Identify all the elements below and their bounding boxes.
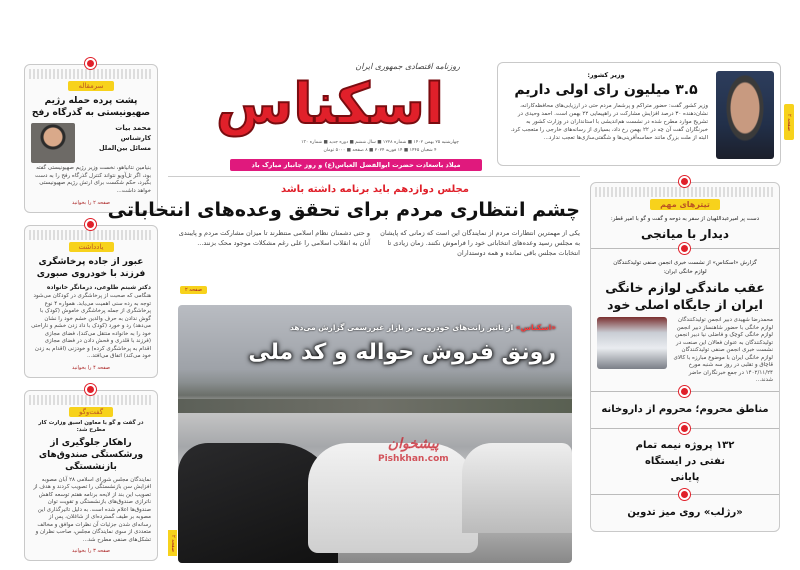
lead-kicker: مجلس دوازدهم باید برنامه داشته باشد [281, 184, 469, 195]
pin-icon [85, 219, 96, 230]
car-lot-photo [178, 305, 572, 563]
pin-icon [679, 176, 690, 187]
logo-text: اسکناس [216, 72, 444, 137]
item-body: محمدرضا شهیدی دبیر انجمن تولیدکنندگان لوازم خانگی با حضور شاهنساز دبیر انجمن لوازم خانگی کوچک و فاضلی نیا دبیر انجمن تولیدکنندگان به عنوان فعالان این صنعت در نشست خبری انجمن صنفی تولیدکنندگان لوازم خانگی ایران با موضوع مبارزه با کالای قاچاق و تقلبی در روز سه شنبه مورخ ۱۴۰۲/۱۱/۲۴ در جمع خبرنگاران حاضر شدند... [673, 317, 773, 383]
pin-icon [679, 243, 690, 254]
author-name: محمد بیات [115, 124, 151, 132]
left-column [24, 64, 158, 561]
article-body: هنگامی که صحبت از پرخاشگری در کودکان می‌شود توجه به رده سنی اهمیت می‌یابد. همواره ۴ نوع پرخاشگری از جمله پرخاشگری خاموش (کودک با گوش ندادن به حرف والدین خشم خود را نشان می‌دهد) رد و خورد (کودک با داد زدن خشم و ناراحتی خود را به خانواده منتقل می‌کند)، فضای مجازی (فرزند با قلدری و فحش دادن در فضای مجازی اقدام به پرخاشگری کرده) و خودزنی (اقدام به زدن خود می‌کند) اتفاق می‌افتد... [31, 293, 151, 359]
author-role-2: مسائل بین‌الملل [98, 144, 151, 152]
section-tag: یادداشت [69, 242, 114, 252]
tagline: روزنامه اقتصادی جمهوری ایران [355, 62, 460, 71]
pin-icon [85, 384, 96, 395]
section-tag: گفت‌وگو [69, 407, 113, 417]
story-body: وزیر کشور گفت: حضور متراکم و پرشمار مردم حتی در ارزیابی‌های محافظه‌کارانه، نشان‌دهنده ۳۰ درصد افزایش مشارکت در راهپیمایی ۲۲ بهمن است. احمد وحیدی در تشریح موارد مطرح شده در نشست هم‌اندیشی با استانداران در وزارت کشور به خبرنگاران گفت آن چه در ۲۲ بهمن رخ داد، بسیاری از رسانه‌های خارجی را متعجب کرد. البته از ملت بزرگ مانند حماسه‌آفرینی‌ها و شگفتی‌سازی‌ها تعجب ندارد... [510, 103, 708, 141]
headline-item[interactable]: ۱۳۲ پروژه نیمه تمام نفتی در ایستگاه پایانی [635, 439, 735, 483]
article-title[interactable]: پشت پرده حمله رژیم صهیونیستی به گذرگاه رفح [31, 96, 151, 118]
editorial-box [24, 64, 158, 213]
article-body: بنیامین نتانیاهو، نخست وزیر رژیم صهیونیستی گفته بود، اگر تل‌آویو نتواند کنترل گذرگاه رفح را به دست بگیرد، حکم شکست برای ارتش رژیم صهیونیستی خواهد داشت... [34, 165, 151, 194]
photo-story-headline[interactable]: رونق فروش حواله و کد ملی [248, 340, 556, 365]
page-tag: صفحه ۲ [784, 104, 794, 140]
pin-icon [679, 423, 690, 434]
photo-story-kicker: از تاثیر رانت‌های خودرویی بر بازار غیررسمی گزارش می‌دهد [289, 323, 516, 332]
page-tag: صفحه ۲ [168, 530, 177, 556]
article-body: نمایندگان مجلس شورای اسلامی ۲۸ آبان مصوبه افزایش سن بازنشستگی را تصویب کردند و هدف از تصویب این بند از لایحه برنامه هفتم توسعه کاهش ناترازی صندوق‌های بازنشستگی و تقویت توان صندوق‌ها اعلام شده است. به دلیل تاثیرگذاری این مصوبه بر طیف گسترده‌ای از شاغلان، پس از رسانه‌ای شدن جزئیات آن نظرات موافق و مخالف متعددی از سوی نمایندگان مجلس، صاحب نظران و تشکل‌های صنفی مطرح شد... [33, 476, 151, 543]
occasion-banner: میلاد باسعادت حضرت ابوالفضل العباس(ع) و روز جانباز مبارک باد [230, 159, 482, 171]
watermark: Pishkhan.com [378, 454, 449, 464]
headlines-box [590, 182, 780, 532]
lead-col-right: یکی از مهمترین انتظارات مردم از نمایندگان این است که زمانی که پایشان به مجلس رسید وعده‌های انتخاباتی خود را فراموش نکنند. زمان زیادی تا انتخابات مجلس باقی نمانده و همه دوستداران [380, 229, 580, 257]
article-title[interactable]: عبور از جاده پرخاشگری فرزند با خودروی صبوری [36, 257, 146, 279]
lead-headline[interactable]: چشم انتظاری مردم برای تحقق وعده‌های انتخاباتی [107, 199, 580, 221]
watermark-fa: پیشخوان [387, 436, 439, 452]
pin-icon [679, 386, 690, 397]
divider [168, 176, 580, 177]
date-line: چهارشنبه ۲۵ بهمن ۱۴۰۲ ■ شماره ۱۲۲۸ ■ سال ششم ■ دوره جدید ■ شماره ۱۳۰ [301, 140, 459, 145]
lead-col-left: و حتی دشمنان نظام اسلامی منتظرند تا میزان مشارکت مردم و پایبندی آنان به انقلاب اسلامی را علی رغم مشکلات موجود محک بزنند... [178, 229, 370, 247]
author-role: کارشناس [120, 134, 151, 142]
item-kicker: دست پر امیرعبداللهیان از سفر به دوحه و گفت و گو با امیر قطر: [610, 216, 760, 222]
appliance-photo [597, 317, 667, 369]
story-kicker: وزیر کشور: [587, 71, 625, 79]
photo-story-source: «اسکناس» [515, 323, 556, 332]
minister-photo [716, 71, 774, 159]
interview-box [24, 390, 158, 562]
pin-icon [85, 58, 96, 69]
headline-item[interactable]: «رژلب» روی میز تدوین [627, 506, 743, 518]
read-more-link[interactable]: صفحه ۳ را بخوانید [71, 548, 111, 554]
headline-item[interactable]: دیدار با میانجی [640, 227, 730, 241]
story-title[interactable]: ۳.۵ میلیون رای اولی داریم [514, 82, 698, 98]
note-box [24, 225, 158, 378]
top-story-box [497, 62, 781, 166]
headline-item[interactable]: عقب ماندگی لوازم خانگی ایران از جایگاه اصلی خود [605, 280, 765, 312]
section-header: تیترهای مهم [650, 199, 720, 210]
newspaper-logo [180, 73, 480, 137]
article-title[interactable]: راهکار جلوگیری از ورشکستگی صندوق‌های بازنشستگی [38, 437, 144, 472]
section-tag: سرمقاله [68, 81, 113, 91]
item-kicker: گزارش «اسکناس» از نشست خبری انجمن صنفی تولیدکنندگان لوازم خانگی ایران: [613, 260, 757, 275]
author-name: دکتر شبنم طلوعی، درمانگر خانواده [46, 284, 151, 291]
article-kicker: در گفت و گو با معاون اسبق وزارت کار مطرح شد: [38, 419, 144, 433]
author-photo [31, 123, 75, 163]
pin-icon [679, 489, 690, 500]
read-more-link[interactable]: صفحه ۲ را بخوانید [71, 200, 111, 206]
read-more-link[interactable]: صفحه ۴ را بخوانید [71, 364, 111, 371]
date-line-2: ۴ شعبان ۱۴۴۵ ■ ۱۴ فوریه ۲۰۲۴ ■ ۸ صفحه ■ ۵۰۰۰ تومان [323, 148, 437, 153]
page-tag: صفحه ۲ [180, 286, 207, 294]
headline-item[interactable]: مناطق محروم؛ محروم از داروخانه [601, 403, 769, 415]
